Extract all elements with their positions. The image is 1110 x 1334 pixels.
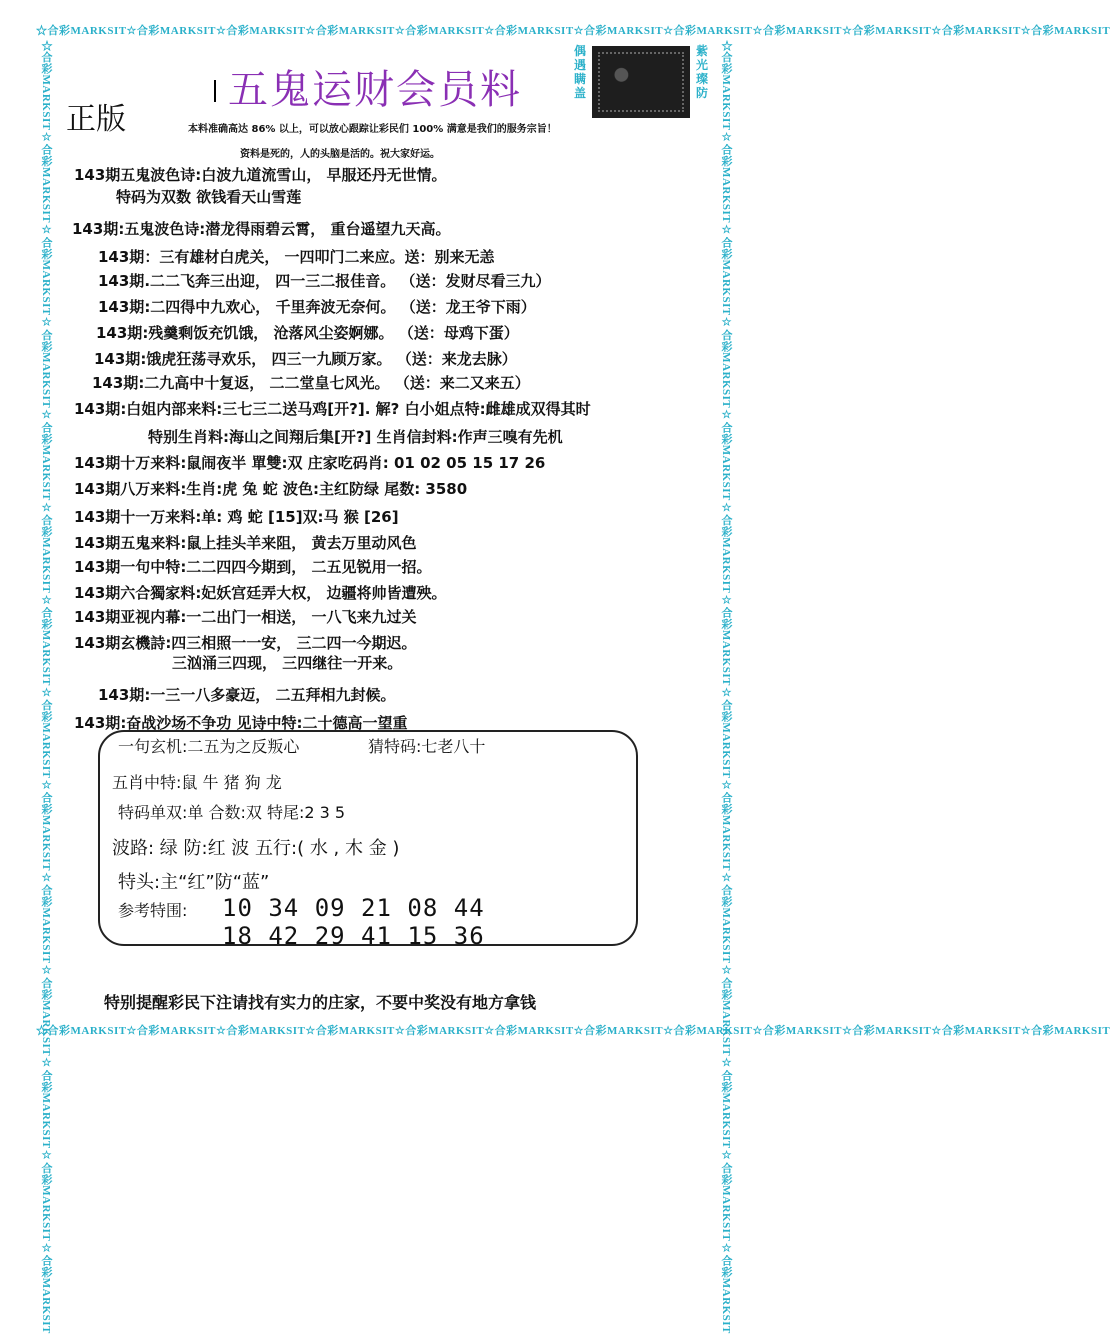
content-line <box>98 684 396 705</box>
issue-label: 143期 <box>72 220 119 238</box>
watermark-top: ☆合彩MARKSIT☆合彩MARKSIT☆合彩MARKSIT☆合彩MARKSIT☆合彩MARKSIT☆合彩MARKSIT☆合彩MARKSIT☆合彩MARKSIT☆合彩MARKSIT☆合彩MARKSIT☆合彩MARKSIT☆合彩MARKSIT <box>36 25 1110 37</box>
content-line <box>74 506 399 527</box>
content-line <box>98 296 536 317</box>
watermark-bottom: ☆合彩MARKSIT☆合彩MARKSIT☆合彩MARKSIT☆合彩MARKSIT☆合彩MARKSIT☆合彩MARKSIT☆合彩MARKSIT☆合彩MARKSIT☆合彩MARKSIT☆合彩MARKSIT☆合彩MARKSIT☆合彩MARKSIT <box>36 1025 1110 1037</box>
content-line <box>74 164 447 185</box>
line-text: :二四得中九欢心， 千里奔波无奈何。 （送：龙王爷下雨） <box>144 298 536 316</box>
line-text: :白姐内部来料:三七三二送马鸡[开?]. 解? 白小姐点特:雌雄成双得其时 <box>120 400 591 418</box>
footer-warning: 特别提醒彩民下注请找有实力的庄家，不要中奖没有地方拿钱 <box>104 993 537 1012</box>
content-line <box>74 582 447 603</box>
content-line <box>74 398 591 419</box>
box-wave: 波路: 绿 防:红 波 五行:( 水 , 木 金 ) <box>112 838 400 859</box>
issue-label: 143期 <box>98 686 145 704</box>
content-line <box>98 246 495 267</box>
genuine-badge: 正版 <box>66 102 126 137</box>
box-riddle: 一句玄机:二五为之反叛心 <box>118 737 300 756</box>
issue-label: 143期一句中特 <box>74 558 181 576</box>
line-text: :单: 鸡 蛇 [15]双:马 猴 [26] <box>195 508 399 526</box>
content-line <box>94 348 517 369</box>
line-text: :鼠闹夜半 單雙:双 庄家吃码肖: 01 02 05 15 17 26 <box>180 454 546 472</box>
box-ref-row1: 10 34 09 21 08 44 <box>222 894 485 922</box>
issue-label: 143期十万来料 <box>74 454 181 472</box>
line-text: :四三相照一一安， 三二四一今期迟。 <box>165 634 417 652</box>
content-line <box>98 270 550 291</box>
box-ref-row2: 18 42 29 41 15 36 <box>222 922 485 950</box>
line-text: 特别生肖料:海山之间翔后集[开?] 生肖信封料:作声三嗅有先机 <box>148 428 563 446</box>
watermark-left: ☆合彩MARKSIT☆合彩MARKSIT☆合彩MARKSIT☆合彩MARKSIT☆合彩MARKSIT☆合彩MARKSIT☆合彩MARKSIT☆合彩MARKSIT☆合彩MARKSIT☆合彩MARKSIT☆合彩MARKSIT☆合彩MARKSIT☆合彩MARKSIT☆合彩MARKSIT <box>40 40 52 1334</box>
content-line <box>148 426 563 447</box>
issue-label: 143期八万来料 <box>74 480 181 498</box>
content-line <box>74 532 417 553</box>
line-text: 白波九道流雪山， 早服还丹无世情。 <box>201 166 447 184</box>
issue-label: 143期 <box>98 298 145 316</box>
issue-label: 143期五鬼波色诗: <box>74 166 202 184</box>
content-line <box>96 322 519 343</box>
line-text: 三汹涌三四现， 三四继往一开来。 <box>172 654 403 672</box>
box-five-zodiac: 五肖中特:鼠 牛 猪 狗 龙 <box>112 773 282 792</box>
content-line <box>74 556 432 577</box>
content-line <box>72 218 451 239</box>
issue-label: 143期玄機詩 <box>74 634 166 652</box>
box-guess: 猜特码:七老八十 <box>368 737 486 756</box>
issue-label: 143期五鬼来料 <box>74 534 181 552</box>
issue-label: 143期 <box>96 324 143 342</box>
issue-label: 143期 <box>98 248 145 266</box>
line-text: ：三有雄材白虎关， 一四叩门二来应。送：别来无恙 <box>144 248 495 266</box>
box-odd-even: 特码单双:单 合数:双 特尾:2 3 5 <box>118 803 346 822</box>
line-text: :妃妖宫廷弄大权， 边疆将帅皆遭殃。 <box>195 584 447 602</box>
box-head: 特头:主“红”防“蓝” <box>118 872 270 893</box>
title-divider <box>214 80 216 102</box>
line-text: :二九高中十复返， 二二堂皇七风光。 （送：来二又来五） <box>138 374 530 392</box>
issue-label: 143期六合獨家料 <box>74 584 196 602</box>
luck-note: 资料是死的，人的头脑是活的。祝大家好运。 <box>240 149 440 160</box>
page-title: 五鬼运财会员料 <box>228 67 522 113</box>
issue-label: 143期 <box>74 400 121 418</box>
box-ref-label: 参考特围: <box>118 901 188 920</box>
issue-label: 143期亚视内幕 <box>74 608 181 626</box>
line-text: :奋战沙场不争功 见诗中特:二十德高一望重 <box>120 714 408 732</box>
content-line <box>116 186 301 207</box>
content-line <box>74 606 417 627</box>
line-text: :五鬼波色诗:潜龙得雨碧云霄， 重台遥望九天高。 <box>118 220 451 238</box>
accuracy-note: 本料准确高达 86% 以上，可以放心跟踪让彩民们 100% 满意是我们的服务宗旨！ <box>188 124 557 135</box>
line-text: :饿虎狂荡寻欢乐， 四三一九顾万家。 （送：来龙去脉） <box>140 350 517 368</box>
line-text: :生肖:虎 兔 蛇 波色:主红防绿 尾数: 3580 <box>180 480 468 498</box>
line-text: :二二四四今期到， 二五见锐用一招。 <box>180 558 432 576</box>
qr-code-image <box>592 46 690 118</box>
line-text: .二二飞奔三出迎， 四一三二报佳音。 （送：发财尽看三九） <box>144 272 551 290</box>
content-line <box>172 652 402 673</box>
watermark-right: ☆合彩MARKSIT☆合彩MARKSIT☆合彩MARKSIT☆合彩MARKSIT☆合彩MARKSIT☆合彩MARKSIT☆合彩MARKSIT☆合彩MARKSIT☆合彩MARKSIT☆合彩MARKSIT☆合彩MARKSIT☆合彩MARKSIT☆合彩MARKSIT☆合彩MARKSIT <box>720 40 732 1334</box>
content-line <box>92 372 530 393</box>
content-line <box>74 478 467 499</box>
issue-label: 143期 <box>74 714 121 732</box>
issue-label: 143期十一万来料 <box>74 508 196 526</box>
line-text: :鼠上挂头羊来阻， 黄去万里动风色 <box>180 534 417 552</box>
line-text: 特码为双数 欲钱看天山雪莲 <box>116 188 302 206</box>
content-line <box>74 632 417 653</box>
issue-label: 143期 <box>94 350 141 368</box>
issue-label: 143期 <box>98 272 145 290</box>
left-stamp: 偶遇瞒盖 <box>573 44 586 100</box>
content-line <box>74 452 545 473</box>
right-stamp: 紫光璨防 <box>695 44 708 100</box>
line-text: :残羹剩饭充饥饿， 沧落风尘姿婀娜。 （送：母鸡下蛋） <box>142 324 519 342</box>
issue-label: 143期 <box>92 374 139 392</box>
line-text: :一三一八多豪迈， 二五拜相九封候。 <box>144 686 396 704</box>
line-text: :一二出门一相送， 一八飞来九过关 <box>180 608 417 626</box>
